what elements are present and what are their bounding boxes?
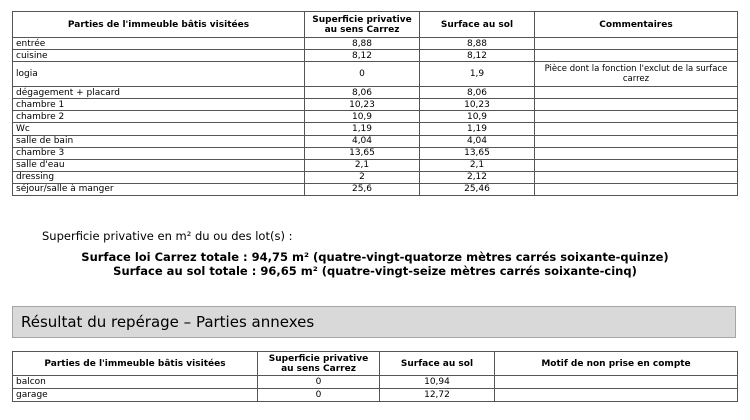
part-name: chambre 1: [13, 99, 305, 111]
sol-value: 10,94: [380, 376, 495, 389]
part-name: entrée: [13, 38, 305, 50]
part-name: cuisine: [13, 50, 305, 62]
part-name: séjour/salle à manger: [13, 183, 305, 195]
carrez-value: 10,9: [305, 111, 420, 123]
header-surface-sol: Surface au sol: [380, 352, 495, 376]
header-comments: Commentaires: [535, 12, 738, 38]
header-parts: Parties de l'immeuble bâtis visitées: [13, 12, 305, 38]
table-header-row: [13, 352, 738, 376]
comment: [535, 159, 738, 171]
table-row: [13, 111, 738, 123]
comment: [535, 111, 738, 123]
table-row: [13, 99, 738, 111]
sol-value: 2,1: [420, 159, 535, 171]
part-name: Wc: [13, 123, 305, 135]
table-row: [13, 62, 738, 87]
header-motif: Motif de non prise en compte: [495, 352, 738, 376]
sol-value: 8,88: [420, 38, 535, 50]
comment: [535, 99, 738, 111]
sol-value: 1,19: [420, 123, 535, 135]
carrez-value: 4,04: [305, 135, 420, 147]
part-name: dressing: [13, 171, 305, 183]
sol-value: 10,23: [420, 99, 535, 111]
comment: [535, 183, 738, 195]
table-row: [13, 171, 738, 183]
sol-value: 1,9: [420, 62, 535, 87]
comment: Pièce dont la fonction l'exclut de la surface carrez: [535, 62, 738, 87]
comment: [535, 171, 738, 183]
part-name: balcon: [13, 376, 258, 389]
header-parts: Parties de l'immeuble bâtis visitées: [13, 352, 258, 376]
carrez-value: 25,6: [305, 183, 420, 195]
part-name: garage: [13, 389, 258, 402]
header-carrez: Superficie privative au sens Carrez: [305, 12, 420, 38]
table-header-row: [13, 12, 738, 38]
motif: [495, 389, 738, 402]
sol-total-line: Surface au sol totale : 96,65 m² (quatre-vingt-seize mètres carrés soixante-cinq): [113, 264, 637, 278]
summary-intro: Superficie privative en m² du ou des lot(s) :: [42, 229, 293, 243]
section-title: Résultat du repérage – Parties annexes: [12, 306, 736, 338]
sol-value: 8,06: [420, 87, 535, 99]
scan-artifact: [288, 197, 458, 214]
carrez-value: 13,65: [305, 147, 420, 159]
comment: [535, 38, 738, 50]
table-row: [13, 38, 738, 50]
part-name: logia: [13, 62, 305, 87]
sol-value: 2,12: [420, 171, 535, 183]
part-name: salle d'eau: [13, 159, 305, 171]
carrez-value: 8,06: [305, 87, 420, 99]
sol-value: 25,46: [420, 183, 535, 195]
sol-value: 12,72: [380, 389, 495, 402]
motif: [495, 376, 738, 389]
table-row: [13, 376, 738, 389]
comment: [535, 135, 738, 147]
sol-value: 8,12: [420, 50, 535, 62]
sol-value: 13,65: [420, 147, 535, 159]
carrez-value: 0: [258, 376, 380, 389]
carrez-value: 2: [305, 171, 420, 183]
table-row: [13, 147, 738, 159]
carrez-value: 8,12: [305, 50, 420, 62]
part-name: chambre 2: [13, 111, 305, 123]
header-carrez: Superficie privative au sens Carrez: [258, 352, 380, 376]
table-row: [13, 50, 738, 62]
carrez-total-line: Surface loi Carrez totale : 94,75 m² (quatre-vingt-quatorze mètres carrés soixante-quinze): [81, 250, 669, 264]
carrez-value: 1,19: [305, 123, 420, 135]
comment: [535, 123, 738, 135]
part-name: dégagement + placard: [13, 87, 305, 99]
comment: [535, 147, 738, 159]
carrez-value: 10,23: [305, 99, 420, 111]
carrez-value: 0: [305, 62, 420, 87]
table-row: [13, 389, 738, 402]
carrez-value: 8,88: [305, 38, 420, 50]
annexes-table: [12, 351, 738, 402]
part-name: salle de bain: [13, 135, 305, 147]
table-row: [13, 123, 738, 135]
table-row: [13, 183, 738, 195]
table-row: [13, 135, 738, 147]
table-row: [13, 159, 738, 171]
carrez-value: 0: [258, 389, 380, 402]
sol-value: 4,04: [420, 135, 535, 147]
header-surface-sol: Surface au sol: [420, 12, 535, 38]
carrez-table: [12, 11, 738, 196]
carrez-value: 2,1: [305, 159, 420, 171]
comment: [535, 50, 738, 62]
comment: [535, 87, 738, 99]
table-row: [13, 87, 738, 99]
sol-value: 10,9: [420, 111, 535, 123]
part-name: chambre 3: [13, 147, 305, 159]
